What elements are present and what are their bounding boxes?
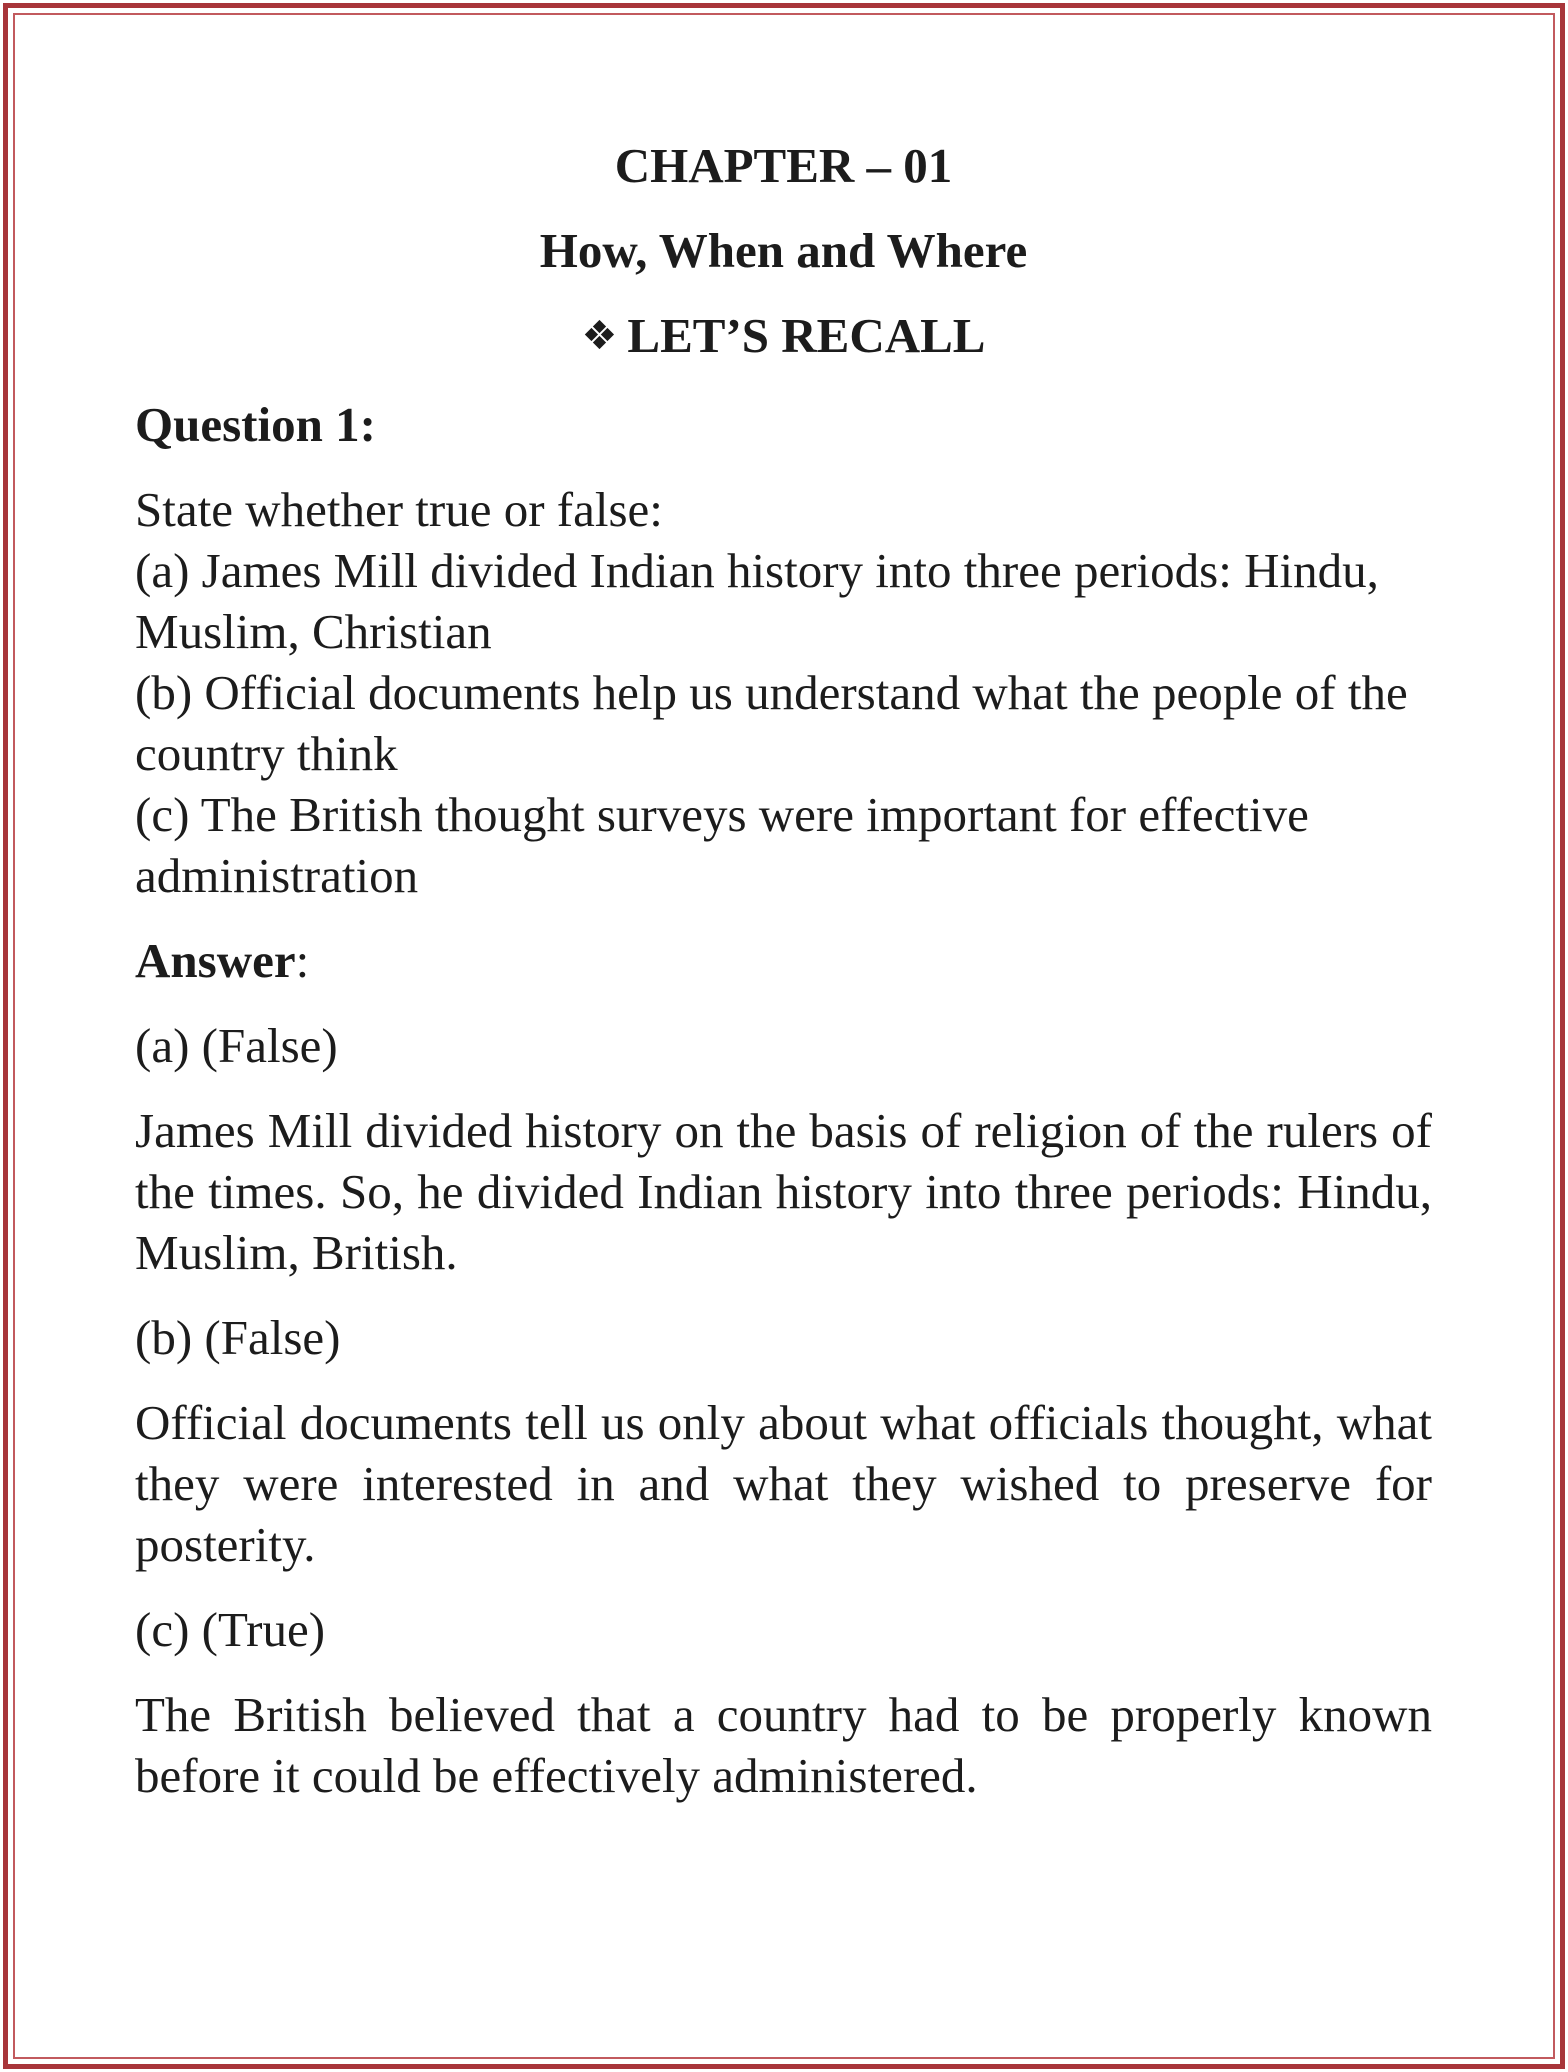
question-prompt: State whether true or false: xyxy=(135,482,663,537)
question-item-c: (c) The British thought surveys were important for effective administration xyxy=(135,787,1309,903)
answer-verdict-b: (b) (False) xyxy=(135,1310,341,1365)
page-content xyxy=(135,135,1432,1830)
question-label: Question 1: xyxy=(135,397,376,452)
answer-label-suffix: : xyxy=(295,933,310,988)
answer-label-text: Answer xyxy=(135,933,296,988)
chapter-label: CHAPTER – 01 xyxy=(614,138,953,193)
answer-verdict-c: (c) (True) xyxy=(135,1602,326,1657)
diamond-bullet-icon: ❖ xyxy=(581,313,618,359)
question-item-b: (b) Official documents help us understand what the people of the country think xyxy=(135,665,1408,781)
section-heading xyxy=(135,305,1432,370)
chapter-title: How, When and Where xyxy=(539,223,1028,278)
answer-explanation-c: The British believed that a country had to be properly known before it could be effectively administered. xyxy=(135,1687,1432,1803)
answer-explanation-a: James Mill divided history on the basis of religion of the rulers of the times. So, he divided Indian history into three periods: Hindu, Muslim, British. xyxy=(135,1103,1432,1280)
section-heading-text: LET’S RECALL xyxy=(627,308,986,363)
answer-label xyxy=(135,930,1432,991)
answer-explanation-b: Official documents tell us only about what officials thought, what they were interested in and what they wished to preserve for posterity. xyxy=(135,1395,1432,1572)
question-item-a: (a) James Mill divided Indian history into three periods: Hindu, Muslim, Christian xyxy=(135,543,1379,659)
question-body xyxy=(135,479,1432,906)
answer-verdict-a: (a) (False) xyxy=(135,1018,338,1073)
